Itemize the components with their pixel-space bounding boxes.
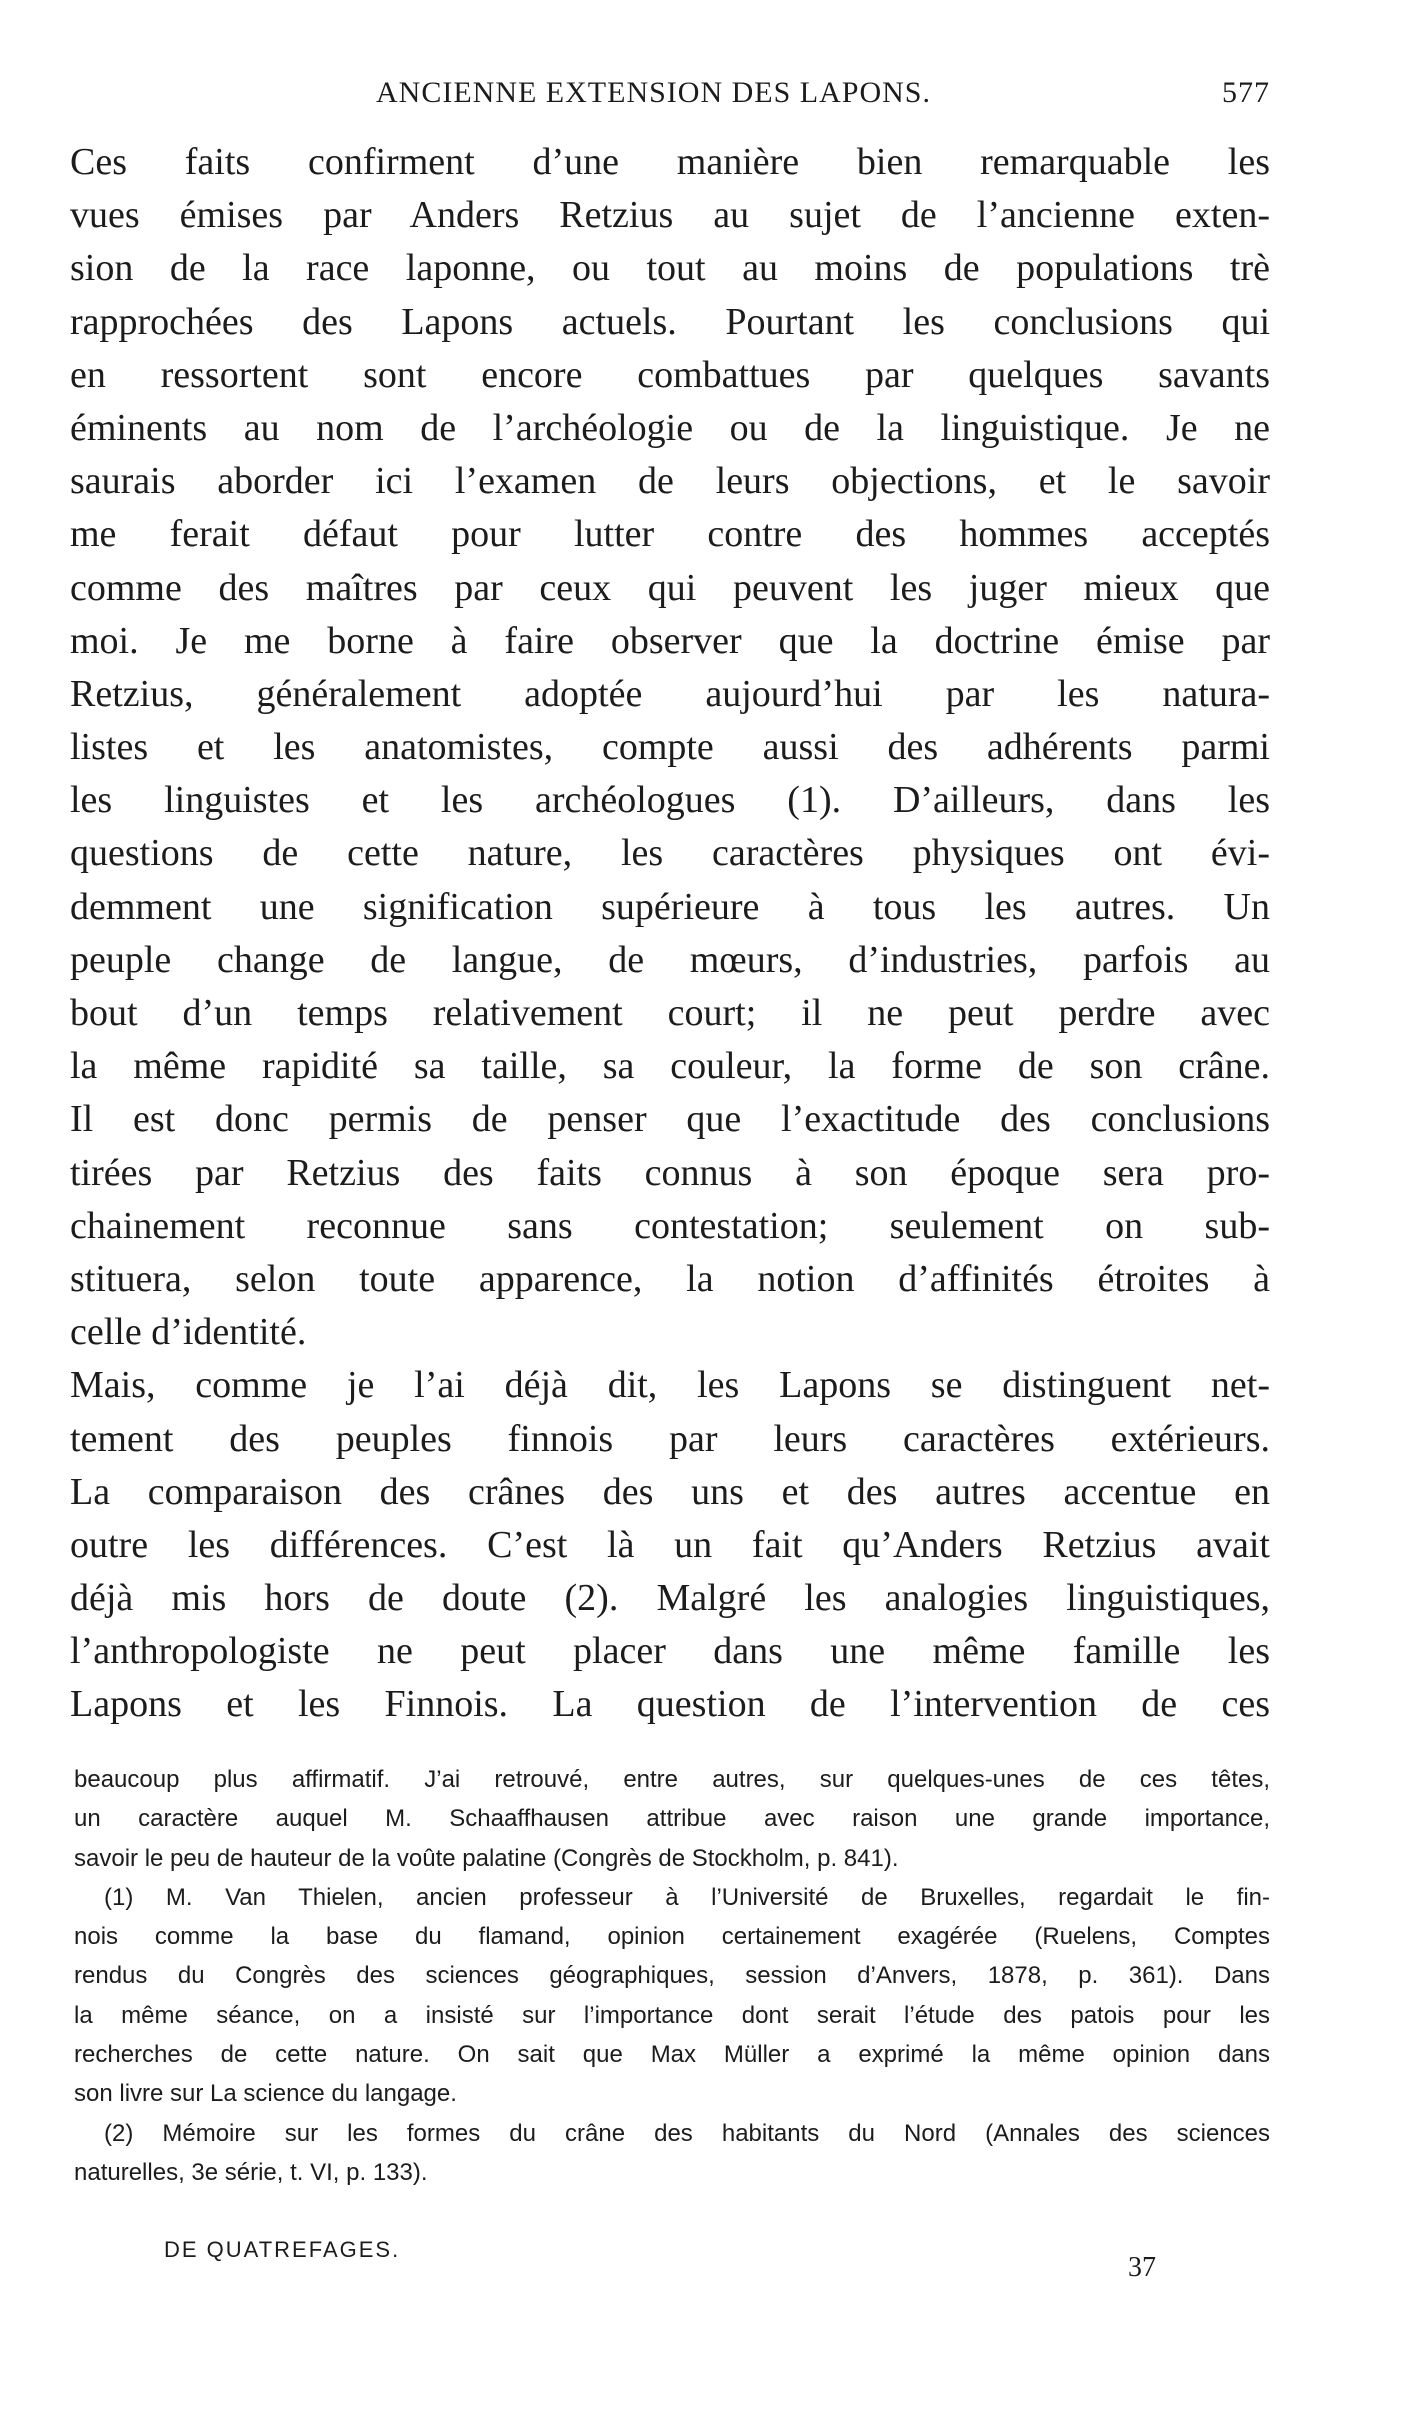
sheet-number: 37 (1128, 2252, 1156, 2283)
text-line: déjà mis hors de doute (2). Malgré les analogies linguistiques, (70, 1577, 1270, 1620)
text-line: saurais aborder ici l’examen de leurs objections, et le savoir (70, 460, 1270, 503)
footnote-line: recherches de cette nature. On sait que Max Müller a exprimé la même opinion dans (74, 2041, 1270, 2069)
page-header (70, 76, 1270, 116)
text-line: la même rapidité sa taille, sa couleur, la forme de son crâne. (70, 1045, 1270, 1088)
text-line: tirées par Retzius des faits connus à son époque sera pro- (70, 1151, 1270, 1194)
main-text (70, 136, 1270, 1732)
text-line: celle d’identité. (70, 1311, 307, 1354)
text-line: Retzius, généralement adoptée aujourd’hui par les natura- (70, 672, 1270, 715)
text-line: outre les différences. C’est là un fait qu’Anders Retzius avait (70, 1523, 1270, 1566)
text-line: moi. Je me borne à faire observer que la doctrine émise par (70, 619, 1270, 662)
footnotes (74, 1760, 1270, 2192)
footnote-line: (2) Mémoire sur les formes du crâne des habitants du Nord (Annales des sciences (104, 2119, 1270, 2147)
text-line: La comparaison des crânes des uns et des autres accentue en (70, 1470, 1270, 1513)
text-line: questions de cette nature, les caractères physiques ont évi- (70, 832, 1270, 875)
text-line: Il est donc permis de penser que l’exactitude des conclusions (70, 1098, 1270, 1141)
footnote-line: la même séance, on a insisté sur l’importance dont serait l’étude des patois pour les (74, 2001, 1270, 2029)
footnote-line: beaucoup plus affirmatif. J’ai retrouvé, entre autres, sur quelques-unes de ces têtes, (74, 1766, 1270, 1793)
footnote-line: son livre sur La science du langage. (74, 2080, 457, 2108)
text-line: chainement reconnue sans contestation; seulement on sub- (70, 1204, 1270, 1247)
footnote-line: un caractère auquel M. Schaaffhausen attribue avec raison une grande importance, (74, 1805, 1270, 1833)
text-line: bout d’un temps relativement court; il ne peut perdre avec (70, 992, 1270, 1034)
text-line: sion de la race laponne, ou tout au moins de populations trè (70, 247, 1270, 290)
running-title: ANCIENNE EXTENSION DES LAPONS. (376, 76, 931, 109)
text-line: peuple change de langue, de mœurs, d’industries, parfois au (70, 938, 1270, 981)
text-line: l’anthropologiste ne peut placer dans une même famille les (70, 1630, 1270, 1673)
text-line: tement des peuples finnois par leurs caractères extérieurs. (70, 1417, 1270, 1460)
text-line: rapprochées des Lapons actuels. Pourtant les conclusions qui (70, 300, 1270, 343)
text-line: comme des maîtres par ceux qui peuvent les juger mieux que (70, 566, 1270, 609)
text-line: Mais, comme je l’ai déjà dit, les Lapons se distinguent net- (70, 1364, 1270, 1407)
text-line: en ressortent sont encore combattues par quelques savants (70, 353, 1270, 396)
text-line: Ces faits confirment d’une manière bien remarquable les (70, 141, 1270, 183)
text-line: vues émises par Anders Retzius au sujet de l’ancienne exten- (70, 194, 1270, 237)
footnote-line: savoir le peu de hauteur de la voûte palatine (Congrès de Stockholm, p. 841). (74, 1844, 899, 1872)
text-line: éminents au nom de l’archéologie ou de la linguistique. Je ne (70, 406, 1270, 449)
text-line: listes et les anatomistes, compte aussi des adhérents parmi (70, 726, 1270, 769)
text-line: les linguistes et les archéologues (1). D’ailleurs, dans les (70, 779, 1270, 822)
signature-mark: DE QUATREFAGES. (164, 2237, 401, 2262)
text-line: me ferait défaut pour lutter contre des hommes acceptés (70, 513, 1270, 556)
text-line: demment une signification supérieure à tous les autres. Un (70, 885, 1270, 928)
text-line: stituera, selon toute apparence, la notion d’affinités étroites à (70, 1257, 1270, 1300)
footnote-line: nois comme la base du flamand, opinion certainement exagérée (Ruelens, Comptes (74, 1923, 1270, 1951)
footnote-line: rendus du Congrès des sciences géographiques, session d’Anvers, 1878, p. 361). Dans (74, 1962, 1270, 1990)
footnote-line: naturelles, 3e série, t. VI, p. 133). (74, 2158, 428, 2186)
text-line: Lapons et les Finnois. La question de l’intervention de ces (70, 1683, 1270, 1726)
page-number: 577 (1222, 76, 1270, 109)
footnote-line: (1) M. Van Thielen, ancien professeur à l’Université de Bruxelles, regardait le fin- (104, 1883, 1270, 1911)
